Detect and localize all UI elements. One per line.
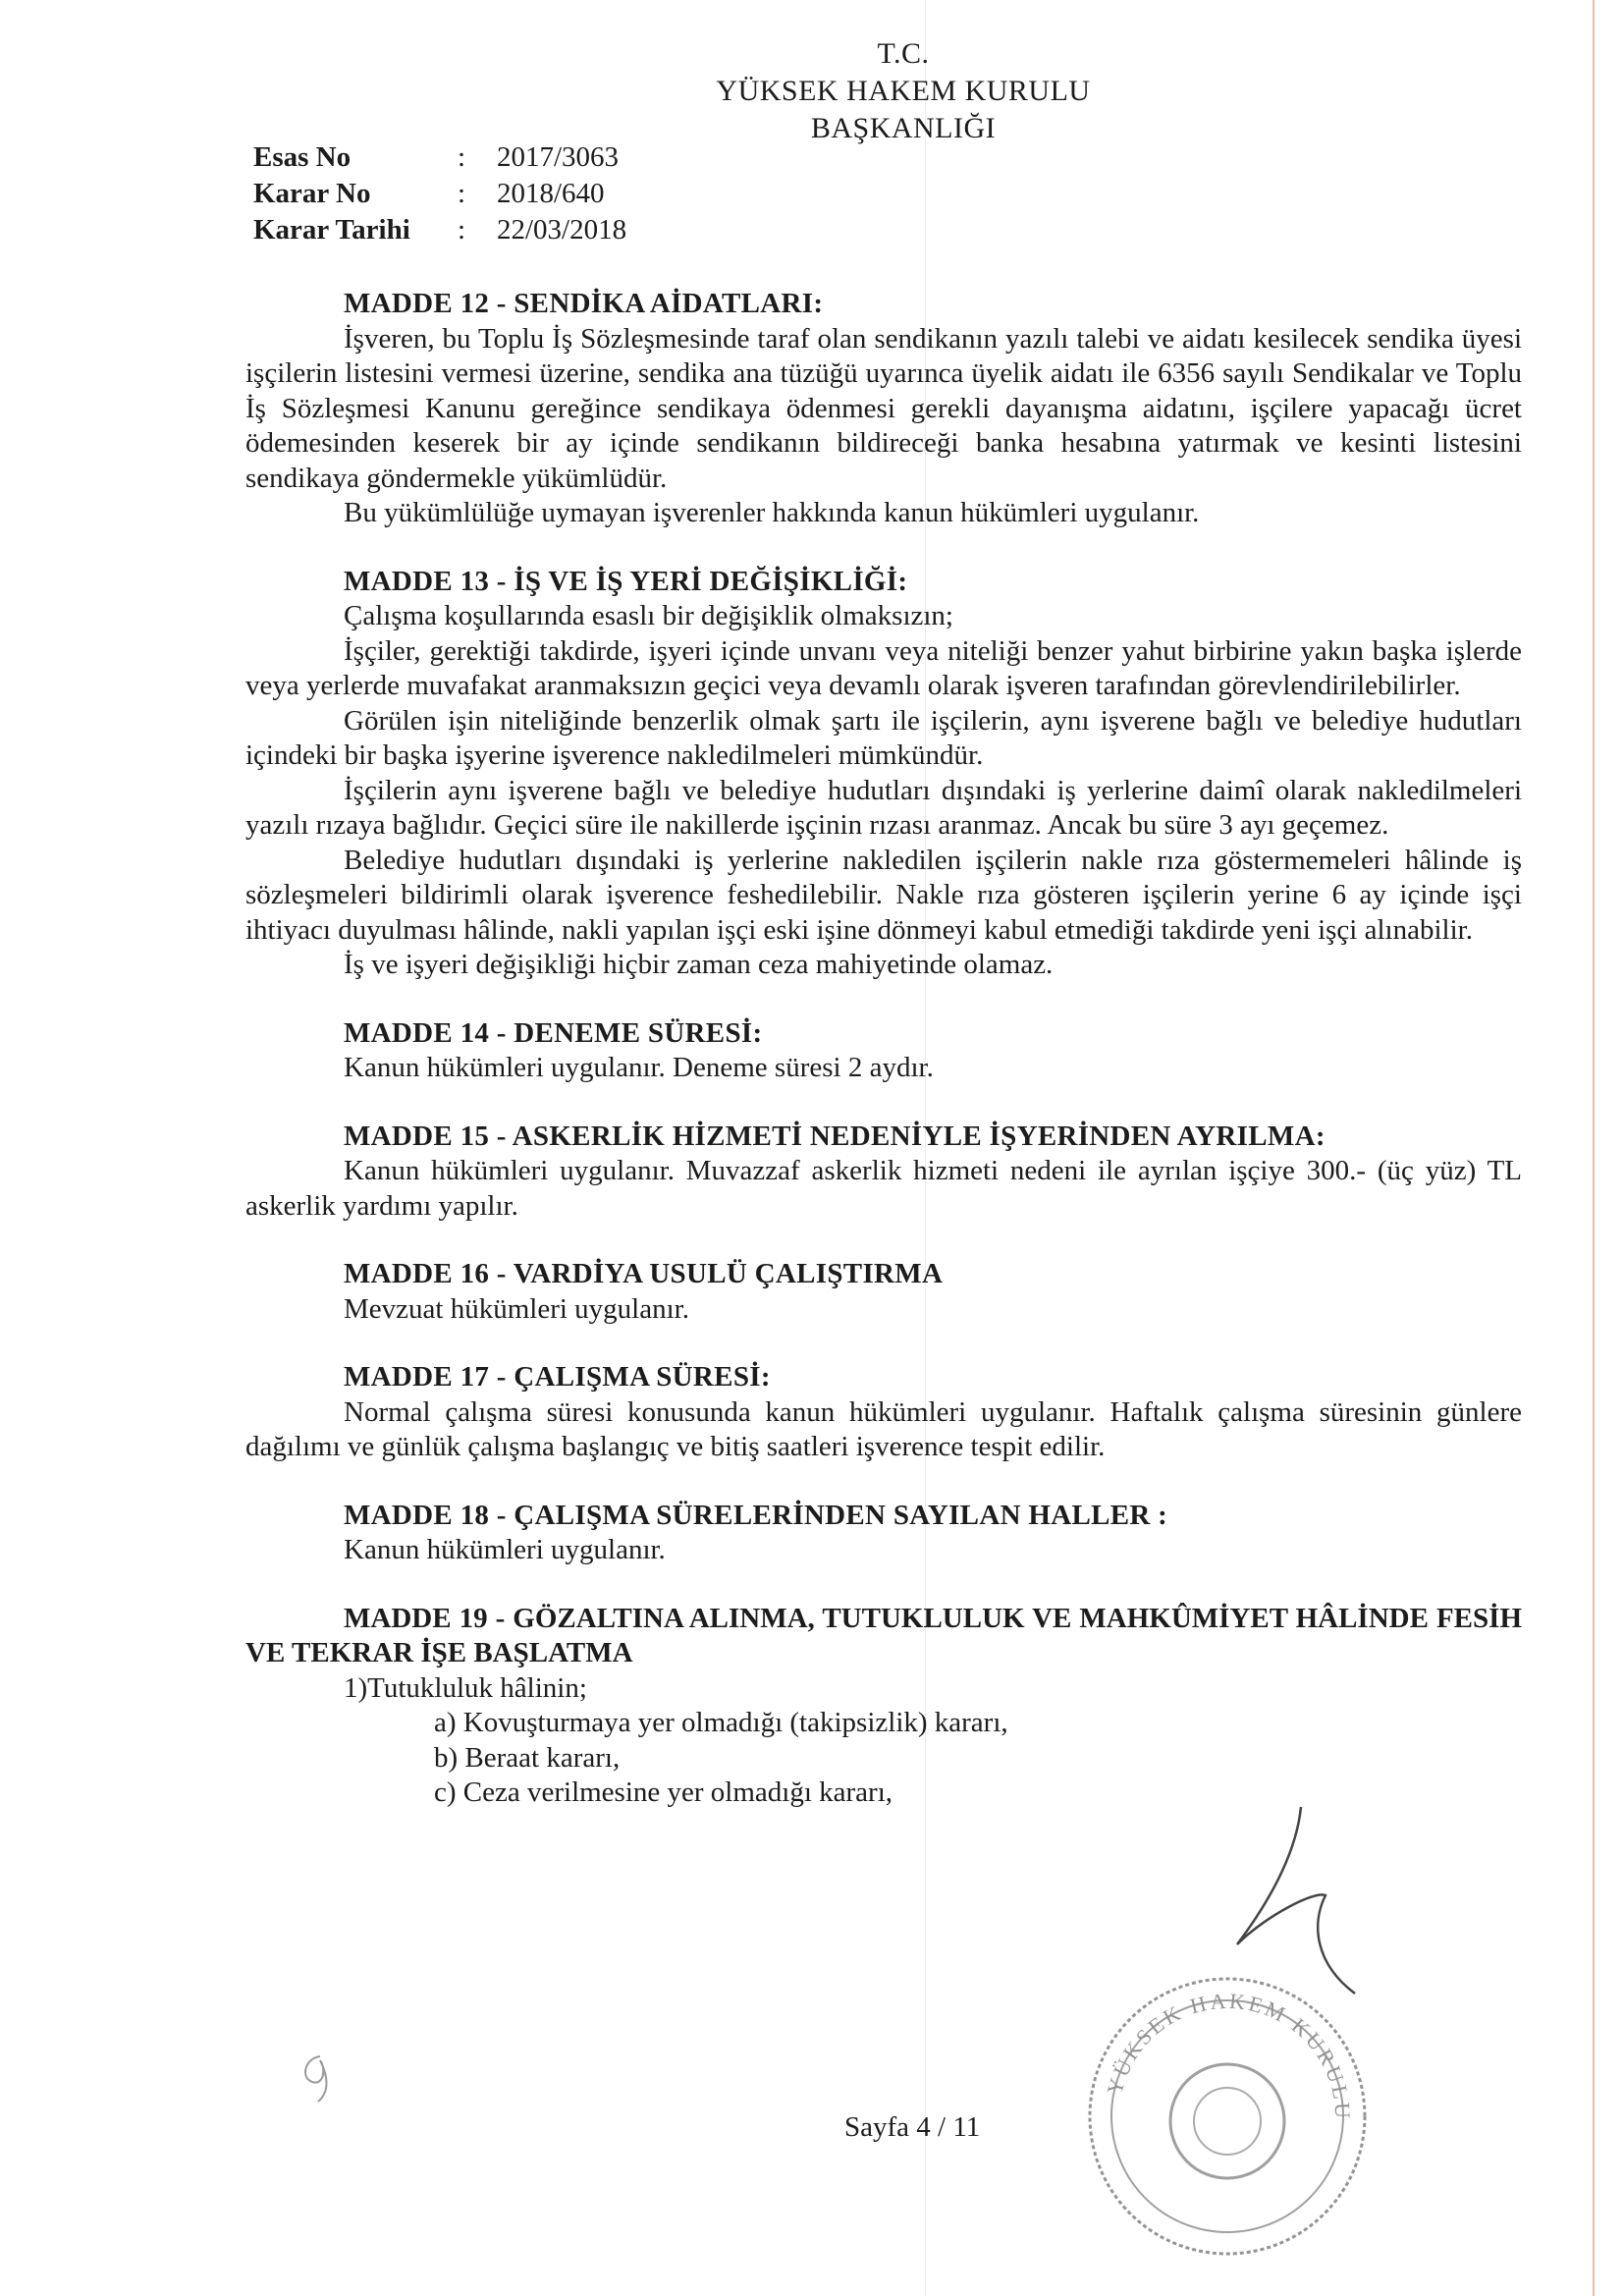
section-title: MADDE 18 - ÇALIŞMA SÜRELERİNDEN SAYILAN HALLER : [344, 1499, 1168, 1531]
paragraph: 1)Tutukluluk hâlinin; [344, 1671, 587, 1704]
section-title: MADDE 14 - DENEME SÜRESİ: [344, 1016, 763, 1049]
paragraph: Mevzuat hükümleri uygulanır. [344, 1292, 689, 1325]
paragraph: Görülen işin niteliğinde benzerlik olmak şartı ile işçilerin, aynı işverene bağlı ve belediye hudutları içindeki bir başka işyerine işverence nakledilmeleri mümkündür. [245, 704, 1522, 771]
item-list [245, 1706, 1522, 1811]
madde-16 [245, 1257, 1522, 1327]
madde-12 [245, 287, 1522, 531]
document-header [648, 35, 1159, 147]
list-item: b) Beraat kararı, [434, 1741, 621, 1774]
case-meta [253, 139, 626, 248]
document-body [245, 287, 1522, 1844]
header-line-1: T.C. [877, 37, 930, 70]
meta-colon: : [458, 141, 466, 173]
meta-value: 2018/640 [497, 178, 605, 209]
meta-colon: : [458, 178, 466, 209]
section-title: MADDE 19 - GÖZALTINA ALINMA, TUTUKLULUK VE MAHKÛMİYET HÂLİNDE FESİH VE TEKRAR İŞE BAŞLATMA [245, 1602, 1522, 1668]
meta-colon: : [458, 214, 466, 246]
meta-value: 22/03/2018 [497, 214, 627, 246]
paragraph: Belediye hudutları dışındaki iş yerlerine nakledilen işçilerin nakle rıza göstermemeleri hâlinde iş sözleşmeleri bildirimli olarak işverence feshedilebilir. Nakle rıza gösteren işçilerin yerine 6 ay içinde işçi ihtiyacı duyulması hâlinde, nakli yapılan işçi eski işine dönmeyi kabul etmediği takdirde yeni işçi alınabilir. [245, 844, 1522, 946]
madde-14 [245, 1016, 1522, 1086]
paragraph: Kanun hükümleri uygulanır. Deneme süresi 2 aydır. [344, 1052, 934, 1083]
paragraph: İşçiler, gerektiği takdirde, işyeri içinde unvanı veya niteliği benzer yahut birbirine yakın başka işlerde veya yerlerde muvafakat aranmaksızın geçici veya devamlı olarak işveren tarafından görevlendirilebilirler. [245, 634, 1522, 701]
handwritten-mark [291, 2049, 350, 2107]
madde-15 [245, 1120, 1522, 1225]
paragraph: Bu yükümlülüğe uymayan işverenler hakkında kanun hükümleri uygulanır. [344, 497, 1200, 528]
paragraph: İşçilerin aynı işverene bağlı ve belediye hudutları dışındaki iş yerlerine daimî olarak nakledilmeleri yazılı rızaya bağlıdır. Geçici süre ile nakillerde işçinin rızası aranmaz. Ancak bu süre 3 ayı geçemez. [245, 774, 1522, 841]
meta-row-esas [253, 139, 626, 176]
section-title: MADDE 12 - SENDİKA AİDATLARI: [344, 288, 824, 319]
meta-row-karar [253, 176, 626, 212]
svg-text:YÜKSEK HAKEM KURULU: YÜKSEK HAKEM KURULU [1102, 1988, 1356, 2122]
paragraph: Kanun hükümleri uygulanır. [344, 1534, 666, 1565]
meta-label: Karar No [253, 178, 371, 209]
paragraph: Normal çalışma süresi konusunda kanun hükümleri uygulanır. Haftalık çalışma süresinin günlere dağılımı ve günlük çalışma başlangıç ve bitiş saatleri işverence tespit edilir. [245, 1395, 1522, 1462]
page-number: Sayfa 4 / 11 [844, 2111, 981, 2143]
madde-17 [245, 1360, 1522, 1465]
list-item: c) Ceza verilmesine yer olmadığı kararı, [434, 1777, 893, 1808]
meta-row-tarih [253, 212, 626, 248]
madde-18 [245, 1499, 1522, 1568]
meta-label: Karar Tarihi [253, 214, 410, 246]
section-title: MADDE 13 - İŞ VE İŞ YERİ DEĞİŞİKLİĞİ: [344, 565, 908, 597]
header-line-2: YÜKSEK HAKEM KURULU [716, 75, 1091, 107]
madde-13 [245, 565, 1522, 983]
meta-label: Esas No [253, 141, 352, 173]
madde-19 [245, 1602, 1522, 1811]
paragraph: Çalışma koşullarında esaslı bir değişiklik olmaksızın; [344, 600, 953, 631]
paragraph: İş ve işyeri değişikliği hiçbir zaman ceza mahiyetinde olamaz. [344, 949, 1054, 980]
section-title: MADDE 16 - VARDİYA USULÜ ÇALIŞTIRMA [344, 1258, 944, 1289]
paragraph: İşveren, bu Toplu İş Sözleşmesinde taraf olan sendikanın yazılı talebi ve aidatı kesilecek sendika üyesi işçilerin listesini vermesi üzerine, sendika ana tüzüğü uyarınca üyelik aidatı ile 6356 sayılı Sendikalar ve Toplu İş Sözleşmesi Kanunu gereğince sendikaya ödenmesi gerekli dayanışma aidatını, işçilere yapacağı ücret ödemesinden keserek bir ay içinde sendikanın bildireceği banka hesabına yatırmak ve kesinti listesini sendikaya göndermekle yükümlüdür. [245, 322, 1522, 494]
section-title: MADDE 17 - ÇALIŞMA SÜRESİ: [344, 1361, 771, 1393]
page-edge-line [1593, 0, 1595, 2296]
meta-value: 2017/3063 [497, 141, 620, 173]
list-item: a) Kovuşturmaya yer olmadığı (takipsizlik) kararı, [434, 1707, 1008, 1738]
header-line-3: BAŞKANLIĞI [810, 112, 997, 144]
paragraph: Kanun hükümleri uygulanır. Muvazzaf askerlik hizmeti nedeni ile ayrılan işçiye 300.- (üç yüz) TL askerlik yardımı yapılır. [245, 1155, 1522, 1222]
section-title: MADDE 15 - ASKERLİK HİZMETİ NEDENİYLE İŞYERİNDEN AYRILMA: [344, 1120, 1325, 1152]
official-seal-stamp [1075, 1964, 1380, 2269]
